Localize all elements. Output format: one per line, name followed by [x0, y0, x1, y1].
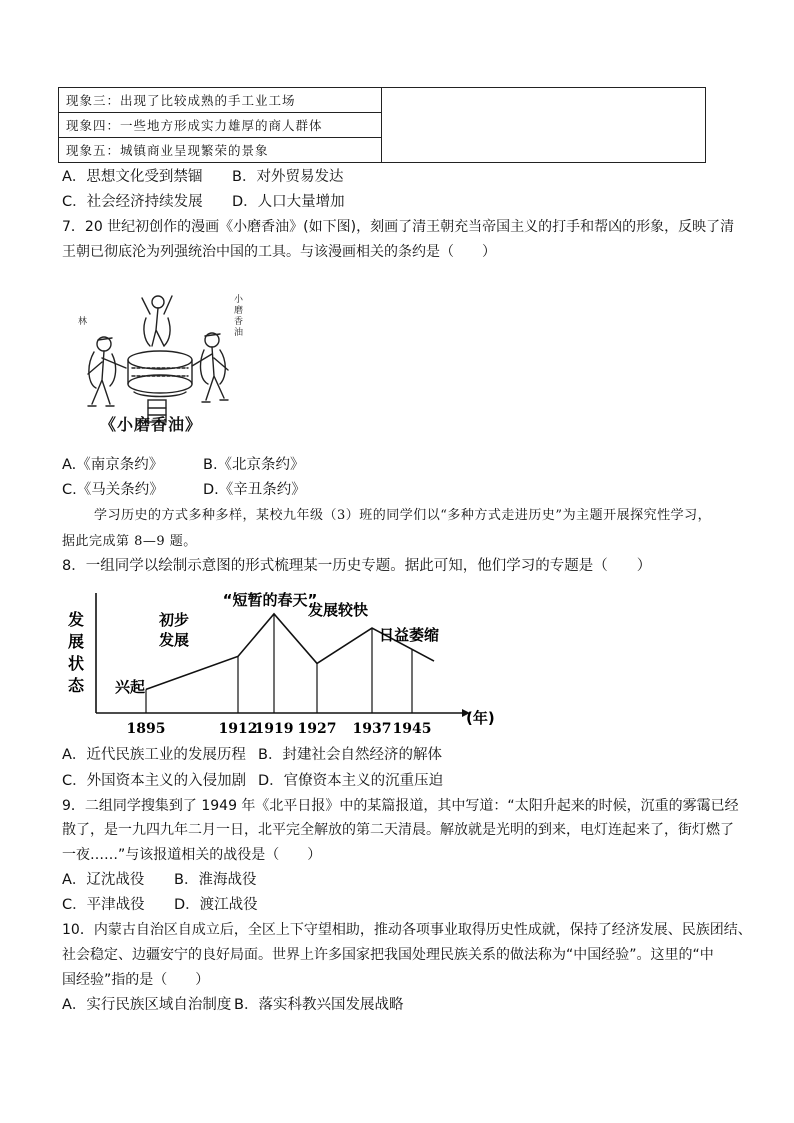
q10-option-b[interactable]: B．落实科教兴国发展战略 — [234, 997, 404, 1013]
tick-label-1919: 1919 — [254, 721, 294, 737]
q10-stem-line3: 国经验”指的是（ ） — [62, 972, 210, 988]
q9-option-d[interactable]: D．渡江战役 — [174, 897, 258, 913]
q6-option-a[interactable]: A．思想文化受到禁锢 — [62, 169, 203, 185]
intro-line2: 据此完成第 8—9 题。 — [62, 534, 197, 549]
tick-label-1912: 1912 — [218, 721, 258, 737]
cartoon-caption: 《小磨香油》 — [100, 415, 203, 434]
table-row: 现象三：出现了比较成熟的手工业工场 — [59, 88, 381, 113]
stage-label-3: “短暂的春天” — [222, 591, 318, 609]
q10-stem-line1: 10．内蒙古自治区自成立后，全区上下守望相助，推动各项事业取得历史性成就，保持了经济发展、民族团结、 — [62, 922, 752, 938]
q6-option-c[interactable]: C．社会经济持续发展 — [62, 194, 203, 210]
q9-option-a[interactable]: A．辽沈战役 — [62, 872, 145, 888]
tick-label-1945: 1945 — [392, 721, 432, 737]
chart-tick-labels — [127, 721, 432, 737]
table-row: 现象五：城镇商业呈现繁荣的景象 — [66, 143, 269, 158]
q7-option-c[interactable]: C.《马关条约》 — [62, 482, 164, 498]
development-chart — [62, 585, 502, 745]
q6-option-d[interactable]: D．人口大量增加 — [232, 194, 345, 210]
q10-option-a[interactable]: A．实行民族区域自治制度 — [62, 997, 232, 1013]
q8-stem: 8．一组同学以绘制示意图的形式梳理某一历史专题。据此可知，他们学习的专题是（ ） — [62, 558, 652, 574]
chart-stage-labels — [115, 591, 439, 696]
stage-label-2: 初步发展 — [158, 611, 190, 649]
q9-stem-line2: 散了，是一九四九年二月一日，北平完全解放的第二天清晨。解放就是光明的到来，电灯连起来了，街灯燃了 — [62, 822, 734, 838]
q10-stem-line2: 社会稳定、边疆安宁的良好局面。世界上许多国家把我国处理民族关系的做法称为“中国经验”。这里的“中 — [62, 947, 714, 963]
q9-stem-line1: 9．二组同学搜集到了 1949 年《北平日报》中的某篇报道，其中写道：“太阳升起来的时候，沉重的雾霭已经 — [62, 798, 739, 814]
q9-stem-line3: 一夜……”与该报道相关的战役是（ ） — [62, 847, 322, 863]
svg-text:油: 油 — [234, 328, 244, 338]
q8-option-b[interactable]: B．封建社会自然经济的解体 — [258, 747, 442, 763]
q8-option-d[interactable]: D．官僚资本主义的沉重压迫 — [258, 773, 444, 789]
q7-stem-line2: 王朝已彻底沦为列强统治中国的工具。与该漫画相关的条约是（ ） — [62, 244, 496, 260]
q7-option-d[interactable]: D.《辛丑条约》 — [203, 482, 306, 498]
svg-text:林: 林 — [78, 317, 88, 327]
q6-option-b[interactable]: B．对外贸易发达 — [232, 169, 344, 185]
chart-axes — [96, 593, 470, 717]
chart-x-label: (年) — [466, 709, 495, 727]
svg-text:香: 香 — [234, 317, 244, 327]
q9-option-b[interactable]: B．淮海战役 — [174, 872, 257, 888]
svg-text:小: 小 — [234, 295, 244, 305]
q7-option-b[interactable]: B.《北京条约》 — [203, 457, 305, 473]
q7-option-a[interactable]: A.《南京条约》 — [62, 457, 164, 473]
q8-option-a[interactable]: A．近代民族工业的发展历程 — [62, 747, 246, 763]
phenomena-table — [58, 87, 706, 163]
y-label-text: 发展状态 — [67, 610, 85, 695]
tick-label-1937: 1937 — [352, 721, 392, 737]
chart-y-label — [67, 610, 85, 695]
stage-label-4: 发展较快 — [307, 601, 369, 619]
table-row: 现象四：一些地方形成实力雄厚的商人群体 — [59, 113, 381, 138]
stage-label-1: 兴起 — [114, 678, 146, 696]
q8-option-c[interactable]: C．外国资本主义的入侵加剧 — [62, 773, 247, 789]
svg-text:磨: 磨 — [234, 306, 244, 316]
table-divider — [381, 88, 382, 162]
stage-label-5: 日益萎缩 — [378, 626, 440, 644]
tick-label-1927: 1927 — [297, 721, 337, 737]
tick-label-1895: 1895 — [126, 721, 166, 737]
intro-line1: 学习历史的方式多种多样，某校九年级（3）班的同学们以“多种方式走进历史”为主题开展探究性学习， — [94, 508, 712, 523]
q7-stem-line1: 7．20 世纪初创作的漫画《小磨香油》(如下图)，刻画了清王朝充当帝国主义的打手和帮凶的形象，反映了清 — [62, 219, 735, 235]
q9-option-c[interactable]: C．平津战役 — [62, 897, 145, 913]
